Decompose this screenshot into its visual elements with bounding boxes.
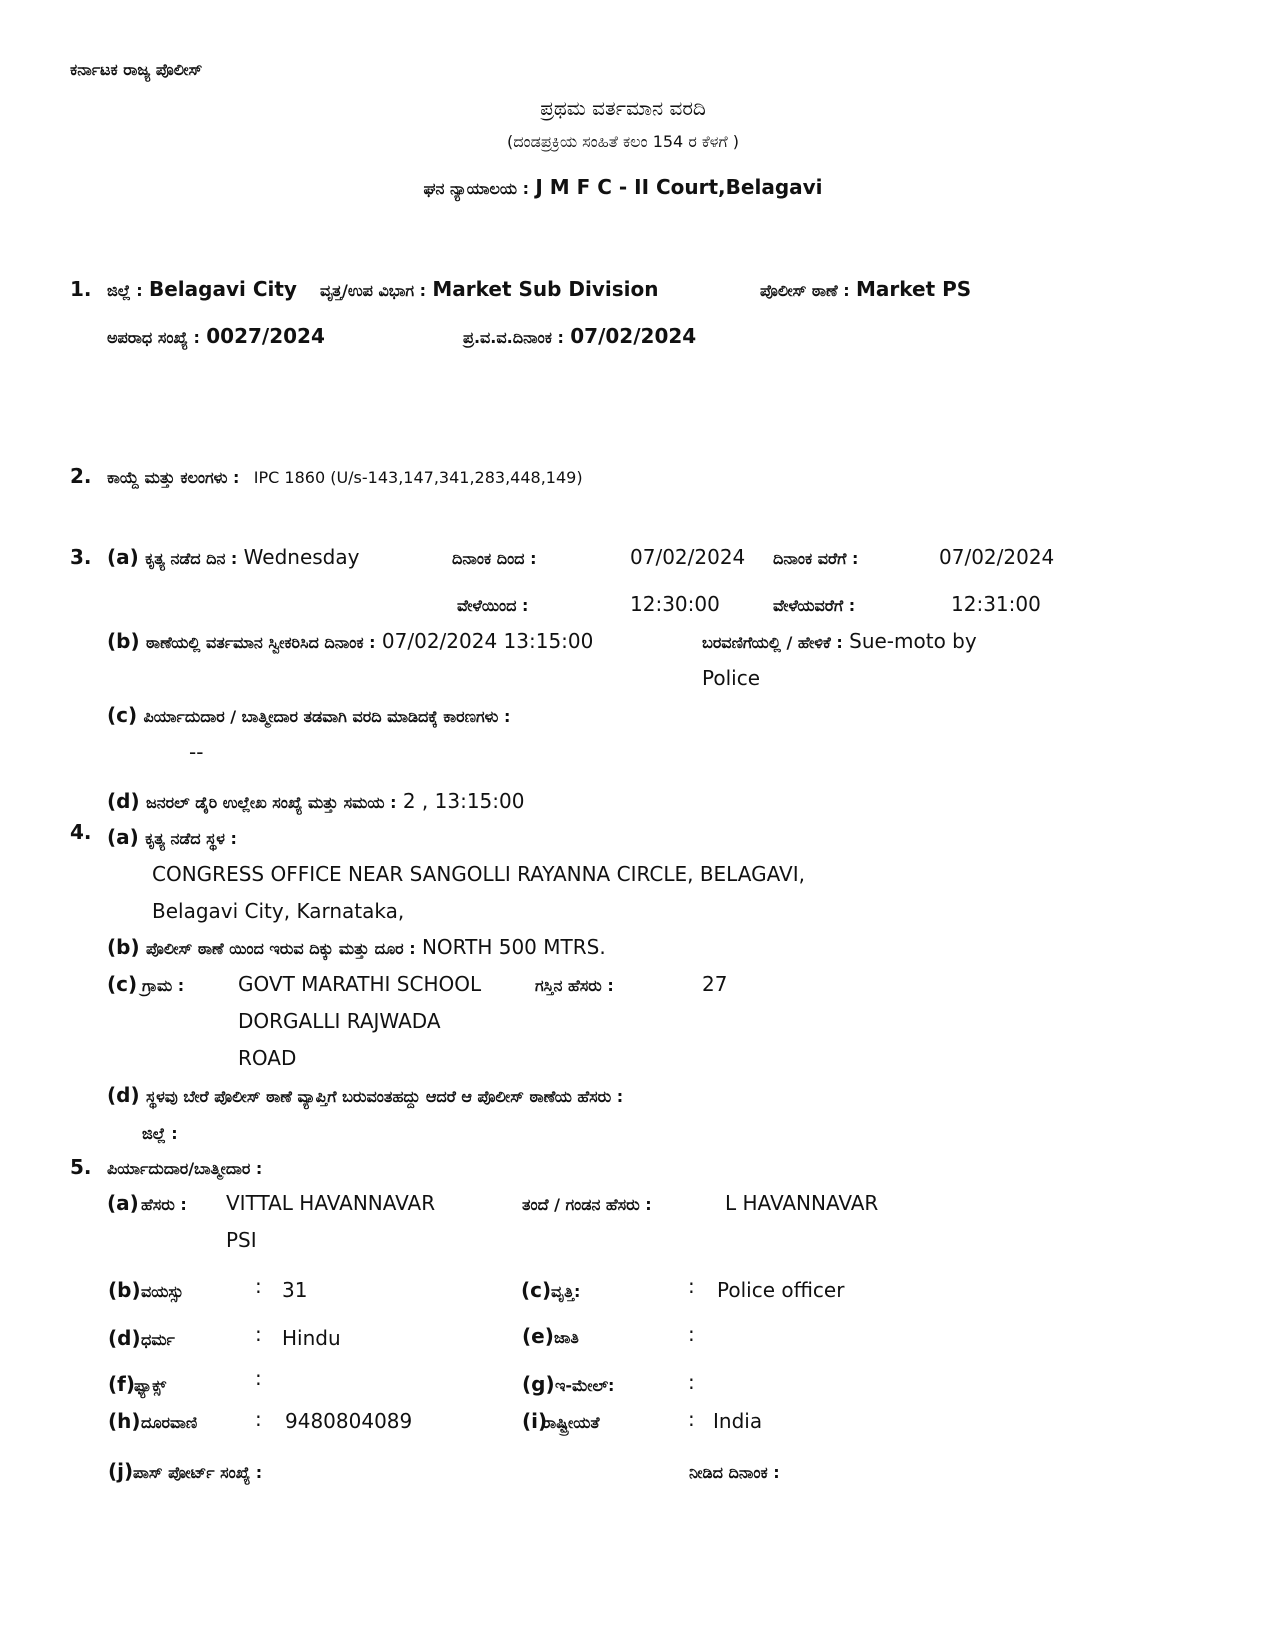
- item-tag: (a): [107, 825, 139, 849]
- religion-value: Hindu: [282, 1326, 341, 1350]
- name-value-line-2: PSI: [226, 1228, 257, 1252]
- item-tag: (d): [108, 1326, 141, 1350]
- court-value: J M F C - II Court,Belagavi: [535, 175, 823, 199]
- issue-date-label: ನೀಡಿದ ದಿನಾಂಕ :: [689, 1463, 780, 1482]
- occupation-value: Police officer: [717, 1278, 845, 1302]
- date-from-label: ದಿನಾಂಕ ದಿಂದ :: [452, 549, 537, 568]
- direction-label: ಪೊಲೀಸ್ ಠಾಣೆ ಯಿಂದ ಇರುವ ದಿಕ್ಕು ಮತ್ತು ದೂರ :: [145, 939, 416, 958]
- org-name: ಕರ್ನಾಟಕ ರಾಜ್ಯ ಪೊಲೀಸ್: [70, 60, 203, 79]
- direction-field: [107, 935, 606, 961]
- colon: :: [255, 1407, 262, 1431]
- item-tag: (d): [107, 789, 140, 813]
- police-station-label: ಪೊಲೀಸ್ ಠಾಣೆ :: [760, 281, 850, 300]
- item-tag: (f): [108, 1372, 135, 1396]
- nationality-label: ರಾಷ್ಟ್ರೀಯತೆ: [542, 1413, 600, 1432]
- document-title: ಪ್ರಥಮ ವರ್ತಮಾನ ವರದಿ: [540, 96, 706, 120]
- section-4-number: 4.: [70, 820, 92, 844]
- information-mode-value-cont: Police: [702, 666, 760, 690]
- nationality-value: India: [713, 1409, 763, 1433]
- village-line-2: DORGALLI RAJWADA: [238, 1009, 441, 1033]
- colon: :: [688, 1322, 695, 1346]
- police-station-value: Market PS: [856, 277, 972, 301]
- item-tag: (c): [107, 703, 138, 727]
- passport-label: ಪಾಸ್ ಪೋರ್ಟ್ ಸಂಖ್ಯೆ :: [133, 1463, 263, 1482]
- beat-value: 27: [702, 972, 728, 996]
- name-value-line-1: VITTAL HAVANNAVAR: [226, 1191, 436, 1215]
- place-address-line-1: CONGRESS OFFICE NEAR SANGOLLI RAYANNA CIRCLE, BELAGAVI,: [152, 862, 805, 886]
- acts-value: IPC 1860 (U/s-143,147,341,283,448,149): [253, 468, 583, 487]
- colon: :: [255, 1322, 262, 1346]
- information-mode-label: ಬರವಣಿಗೆಯಲ್ಲಿ / ಹೇಳಿಕೆ :: [702, 633, 843, 652]
- colon: :: [688, 1274, 695, 1298]
- time-to-value: 12:31:00: [951, 592, 1041, 616]
- section-1-number: 1.: [70, 277, 92, 301]
- email-label: ಇ-ಮೇಲ್:: [555, 1376, 615, 1395]
- caste-label: ಜಾತಿ: [554, 1328, 579, 1347]
- item-tag: (h): [108, 1409, 141, 1433]
- other-ps-label: ಸ್ಥಳವು ಬೇರೆ ಪೊಲೀಸ್ ಠಾಣೆ ವ್ಯಾಪ್ತಿಗೆ ಬರುವಂತಹದ್ದು ಆದರೆ ಆ ಪೊಲೀಸ್ ಠಾಣೆಯ ಹೆಸರು :: [145, 1087, 624, 1106]
- time-from-value: 12:30:00: [630, 592, 720, 616]
- fir-date-value: 07/02/2024: [570, 324, 697, 348]
- acts-field: [107, 464, 583, 490]
- date-to-value: 07/02/2024: [939, 545, 1055, 569]
- time-to-label: ವೇಳೆಯವರೆಗೆ :: [773, 596, 856, 615]
- item-tag: (d): [107, 1083, 140, 1107]
- section-2-number: 2.: [70, 464, 92, 488]
- place-label: ಕೃತ್ಯ ನಡೆದ ಸ್ಥಳ :: [145, 829, 237, 848]
- received-date-label: ಠಾಣೆಯಲ್ಲಿ ವರ್ತಮಾನ ಸ್ವೀಕರಿಸಿದ ದಿನಾಂಕ :: [145, 633, 376, 652]
- other-ps-field: [107, 1083, 623, 1109]
- section-3-number: 3.: [70, 545, 92, 569]
- place-address-line-2: Belagavi City, Karnataka,: [152, 899, 405, 923]
- village-line-3: ROAD: [238, 1046, 297, 1070]
- religion-label: ಧರ್ಮ: [141, 1330, 175, 1349]
- phone-label: ದೂರವಾಣಿ: [141, 1413, 198, 1432]
- age-label: ವಯಸ್ಸು: [141, 1282, 184, 1301]
- place-field: [107, 825, 237, 851]
- item-tag: (e): [522, 1324, 554, 1348]
- general-diary-label: ಜನರಲ್ ಡೈರಿ ಉಲ್ಲೇಖ ಸಂಖ್ಯೆ ಮತ್ತು ಸಮಯ :: [145, 793, 397, 812]
- colon: :: [688, 1370, 695, 1394]
- date-to-label: ದಿನಾಂಕ ವರೆಗೆ :: [773, 549, 859, 568]
- date-from-value: 07/02/2024: [630, 545, 746, 569]
- village-label: ಗ್ರಾಮ :: [142, 976, 185, 995]
- item-tag: (c): [107, 972, 138, 996]
- acts-label: ಕಾಯ್ದೆ ಮತ್ತು ಕಲಂಗಳು :: [107, 468, 240, 487]
- received-date-value: 07/02/2024 13:15:00: [381, 629, 594, 653]
- crime-number-value: 0027/2024: [206, 324, 325, 348]
- item-tag: (i): [522, 1409, 548, 1433]
- crime-number-label: ಅಪರಾಧ ಸಂಖ್ಯೆ :: [107, 328, 200, 347]
- item-tag: (b): [107, 629, 140, 653]
- fax-label: ಫ್ಯಾಕ್ಸ್: [134, 1376, 167, 1395]
- court-label: ಘನ ನ್ಯಾಯಾಲಯ :: [423, 179, 529, 198]
- subdivision-value: Market Sub Division: [432, 277, 659, 301]
- crime-number-field: [107, 324, 325, 350]
- information-mode-value: Sue-moto by: [849, 629, 977, 653]
- colon: :: [688, 1407, 695, 1431]
- direction-value: NORTH 500 MTRS.: [421, 935, 606, 959]
- court-line: [423, 175, 822, 201]
- age-value: 31: [282, 1278, 308, 1302]
- delay-reason-label: ಪಿರ್ಯಾದುದಾರ / ಬಾತ್ಮೀದಾರ ತಡವಾಗಿ ವರದಿ ಮಾಡಿದಕ್ಕೆ ಕಾರಣಗಳು :: [143, 707, 511, 726]
- delay-reason-value: --: [189, 740, 204, 764]
- district-field: [107, 277, 297, 303]
- name-label: ಹೆಸರು :: [141, 1195, 187, 1214]
- item-tag: (j): [108, 1459, 134, 1483]
- item-tag: (g): [522, 1372, 555, 1396]
- beat-label: ಗಸ್ತಿನ ಹೆಸರು :: [535, 976, 614, 995]
- item-tag: (b): [107, 935, 140, 959]
- document-subtitle: (ದಂಡಪ್ರಕ್ರಿಯ ಸಂಹಿತೆ ಕಲಂ 154 ರ ಕೆಳಗೆ ): [506, 132, 740, 151]
- fir-date-label: ಪ್ರ.ವ.ವ.ದಿನಾಂಕ :: [463, 328, 564, 347]
- complainant-heading: ಪಿರ್ಯಾದುದಾರ/ಬಾತ್ಮೀದಾರ :: [107, 1159, 263, 1178]
- colon: :: [255, 1274, 262, 1298]
- father-name-value: L HAVANNAVAR: [725, 1191, 879, 1215]
- father-name-label: ತಂದೆ / ಗಂಡನ ಹೆಸರು :: [522, 1195, 652, 1214]
- occupation-label: ವೃತ್ತಿ:: [551, 1282, 581, 1301]
- item-tag: (a): [107, 1191, 139, 1215]
- district-label: ಜಿಲ್ಲೆ :: [107, 281, 143, 300]
- district-value: Belagavi City: [149, 277, 297, 301]
- general-diary-field: [107, 789, 524, 815]
- occurrence-day-label: ಕೃತ್ಯ ನಡೆದ ದಿನ :: [145, 549, 238, 568]
- item-tag: (b): [108, 1278, 141, 1302]
- received-date-field: [107, 629, 593, 655]
- occurrence-day-field: [107, 545, 359, 571]
- information-mode-field: [702, 629, 977, 655]
- other-district-label: ಜಿಲ್ಲೆ :: [142, 1124, 178, 1143]
- general-diary-value: 2 , 13:15:00: [402, 789, 525, 813]
- item-tag: (c): [521, 1278, 552, 1302]
- subdivision-label: ವೃತ್ತ/ಉಪ ವಿಭಾಗ :: [320, 281, 426, 300]
- police-station-field: [760, 277, 971, 303]
- occurrence-day-value: Wednesday: [243, 545, 360, 569]
- village-line-1: GOVT MARATHI SCHOOL: [238, 972, 482, 996]
- time-from-label: ವೇಳೆಯಿಂದ :: [457, 596, 529, 615]
- subdivision-field: [320, 277, 658, 303]
- delay-reason-field: [107, 703, 510, 729]
- phone-value: 9480804089: [285, 1409, 413, 1433]
- colon: :: [255, 1366, 262, 1390]
- section-5-number: 5.: [70, 1155, 92, 1179]
- fir-date-field: [463, 324, 696, 350]
- item-tag: (a): [107, 545, 139, 569]
